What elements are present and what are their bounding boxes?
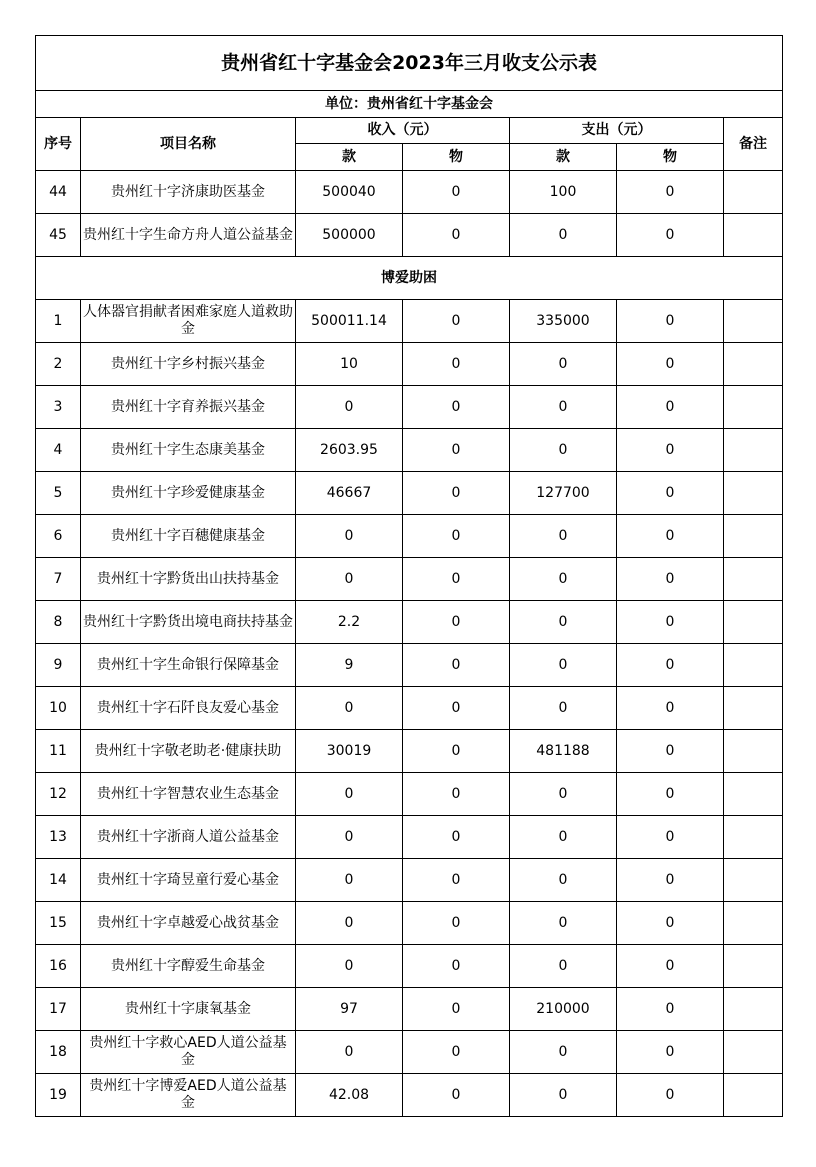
table-row (36, 558, 783, 601)
cell-name: 贵州红十字康氧基金 (81, 988, 296, 1031)
table-row (36, 429, 783, 472)
cell-remark (724, 515, 783, 558)
cell-income-cash: 0 (296, 687, 403, 730)
cell-expense-goods: 0 (617, 773, 724, 816)
cell-income-cash: 500011.14 (296, 300, 403, 343)
cell-remark (724, 601, 783, 644)
header-income-cash: 款 (296, 144, 403, 171)
table-row (36, 214, 783, 257)
cell-income-cash: 2.2 (296, 601, 403, 644)
cell-income-cash: 0 (296, 945, 403, 988)
header-expense-cash: 款 (510, 144, 617, 171)
cell-income-goods: 0 (403, 730, 510, 773)
cell-expense-cash: 0 (510, 816, 617, 859)
cell-expense-goods: 0 (617, 171, 724, 214)
cell-expense-cash: 0 (510, 687, 617, 730)
cell-remark (724, 343, 783, 386)
table-title: 贵州省红十字基金会2023年三月收支公示表 (36, 36, 783, 91)
cell-seq: 18 (36, 1031, 81, 1074)
cell-name: 贵州红十字醇爱生命基金 (81, 945, 296, 988)
header-expense-goods: 物 (617, 144, 724, 171)
cell-name: 贵州红十字黔货出山扶持基金 (81, 558, 296, 601)
cell-name: 贵州红十字救心AED人道公益基金 (81, 1031, 296, 1074)
cell-income-goods: 0 (403, 773, 510, 816)
cell-income-cash: 0 (296, 1031, 403, 1074)
cell-seq: 14 (36, 859, 81, 902)
cell-expense-goods: 0 (617, 429, 724, 472)
cell-expense-goods: 0 (617, 1031, 724, 1074)
cell-income-cash: 9 (296, 644, 403, 687)
cell-income-cash: 0 (296, 902, 403, 945)
unit-label: 单位：贵州省红十字基金会 (36, 91, 783, 118)
cell-seq: 5 (36, 472, 81, 515)
table-row (36, 515, 783, 558)
header-seq: 序号 (36, 118, 81, 171)
table-row (36, 171, 783, 214)
cell-income-goods: 0 (403, 472, 510, 515)
cell-expense-cash: 0 (510, 558, 617, 601)
cell-expense-cash: 0 (510, 601, 617, 644)
cell-expense-goods: 0 (617, 644, 724, 687)
cell-expense-cash: 0 (510, 1074, 617, 1117)
cell-remark (724, 300, 783, 343)
cell-seq: 7 (36, 558, 81, 601)
cell-seq: 45 (36, 214, 81, 257)
cell-expense-cash: 100 (510, 171, 617, 214)
cell-expense-goods: 0 (617, 214, 724, 257)
cell-name: 贵州红十字敬老助老·健康扶助 (81, 730, 296, 773)
cell-income-goods: 0 (403, 429, 510, 472)
cell-name: 贵州红十字百穗健康基金 (81, 515, 296, 558)
cell-seq: 10 (36, 687, 81, 730)
cell-remark (724, 1031, 783, 1074)
cell-name: 贵州红十字育养振兴基金 (81, 386, 296, 429)
cell-name: 贵州红十字石阡良友爱心基金 (81, 687, 296, 730)
table-row (36, 945, 783, 988)
cell-expense-cash: 210000 (510, 988, 617, 1031)
cell-expense-goods: 0 (617, 601, 724, 644)
cell-name: 贵州红十字黔货出境电商扶持基金 (81, 601, 296, 644)
cell-expense-goods: 0 (617, 515, 724, 558)
cell-income-cash: 0 (296, 515, 403, 558)
cell-name: 人体器官捐献者困难家庭人道救助金 (81, 300, 296, 343)
header-remark: 备注 (724, 118, 783, 171)
cell-income-goods: 0 (403, 902, 510, 945)
cell-income-goods: 0 (403, 859, 510, 902)
cell-remark (724, 859, 783, 902)
cell-expense-cash: 0 (510, 859, 617, 902)
cell-name: 贵州红十字生态康美基金 (81, 429, 296, 472)
table-row (36, 1031, 783, 1074)
cell-name: 贵州红十字琦昱童行爱心基金 (81, 859, 296, 902)
cell-name: 贵州红十字生命方舟人道公益基金 (81, 214, 296, 257)
cell-seq: 6 (36, 515, 81, 558)
cell-income-goods: 0 (403, 945, 510, 988)
cell-name: 贵州红十字博爱AED人道公益基金 (81, 1074, 296, 1117)
cell-name: 贵州红十字济康助医基金 (81, 171, 296, 214)
table-row (36, 988, 783, 1031)
cell-expense-cash: 127700 (510, 472, 617, 515)
cell-expense-cash: 0 (510, 902, 617, 945)
cell-expense-goods: 0 (617, 945, 724, 988)
table-row (36, 300, 783, 343)
cell-income-goods: 0 (403, 558, 510, 601)
cell-income-goods: 0 (403, 515, 510, 558)
cell-seq: 11 (36, 730, 81, 773)
cell-income-cash: 0 (296, 386, 403, 429)
cell-remark (724, 386, 783, 429)
cell-income-cash: 42.08 (296, 1074, 403, 1117)
cell-income-goods: 0 (403, 171, 510, 214)
cell-income-goods: 0 (403, 1074, 510, 1117)
cell-expense-goods: 0 (617, 386, 724, 429)
cell-seq: 44 (36, 171, 81, 214)
cell-seq: 19 (36, 1074, 81, 1117)
cell-expense-goods: 0 (617, 343, 724, 386)
cell-expense-cash: 481188 (510, 730, 617, 773)
section-title: 博爱助困 (36, 257, 783, 300)
cell-expense-goods: 0 (617, 816, 724, 859)
cell-name: 贵州红十字智慧农业生态基金 (81, 773, 296, 816)
cell-expense-goods: 0 (617, 730, 724, 773)
cell-remark (724, 988, 783, 1031)
cell-remark (724, 816, 783, 859)
cell-income-goods: 0 (403, 386, 510, 429)
cell-expense-cash: 0 (510, 343, 617, 386)
table-row (36, 386, 783, 429)
cell-income-goods: 0 (403, 601, 510, 644)
cell-remark (724, 558, 783, 601)
cell-income-cash: 10 (296, 343, 403, 386)
cell-remark (724, 429, 783, 472)
table-row (36, 859, 783, 902)
cell-expense-goods: 0 (617, 988, 724, 1031)
table-row (36, 343, 783, 386)
header-income-goods: 物 (403, 144, 510, 171)
cell-expense-cash: 0 (510, 386, 617, 429)
cell-income-cash: 500040 (296, 171, 403, 214)
cell-remark (724, 1074, 783, 1117)
cell-expense-cash: 0 (510, 214, 617, 257)
cell-remark (724, 730, 783, 773)
cell-income-goods: 0 (403, 644, 510, 687)
table-row (36, 816, 783, 859)
cell-income-cash: 0 (296, 773, 403, 816)
cell-income-cash: 0 (296, 816, 403, 859)
cell-expense-goods: 0 (617, 902, 724, 945)
table-row (36, 730, 783, 773)
cell-remark (724, 214, 783, 257)
cell-income-cash: 500000 (296, 214, 403, 257)
cell-income-cash: 0 (296, 558, 403, 601)
cell-seq: 2 (36, 343, 81, 386)
disclosure-table (35, 35, 783, 1117)
cell-remark (724, 773, 783, 816)
cell-income-goods: 0 (403, 343, 510, 386)
table-row (36, 472, 783, 515)
cell-expense-cash: 0 (510, 644, 617, 687)
header-expense: 支出（元） (510, 118, 724, 144)
table-row (36, 601, 783, 644)
table-row (36, 687, 783, 730)
cell-expense-cash: 0 (510, 773, 617, 816)
cell-remark (724, 644, 783, 687)
cell-name: 贵州红十字珍爱健康基金 (81, 472, 296, 515)
cell-income-cash: 0 (296, 859, 403, 902)
cell-remark (724, 171, 783, 214)
header-income: 收入（元） (296, 118, 510, 144)
cell-expense-goods: 0 (617, 472, 724, 515)
header-name: 项目名称 (81, 118, 296, 171)
cell-income-cash: 2603.95 (296, 429, 403, 472)
cell-expense-cash: 0 (510, 429, 617, 472)
cell-expense-goods: 0 (617, 1074, 724, 1117)
cell-expense-cash: 0 (510, 945, 617, 988)
cell-seq: 3 (36, 386, 81, 429)
cell-remark (724, 687, 783, 730)
cell-expense-goods: 0 (617, 558, 724, 601)
cell-income-goods: 0 (403, 214, 510, 257)
cell-income-goods: 0 (403, 988, 510, 1031)
cell-remark (724, 472, 783, 515)
cell-seq: 8 (36, 601, 81, 644)
cell-income-cash: 30019 (296, 730, 403, 773)
cell-income-goods: 0 (403, 687, 510, 730)
section-row (36, 257, 783, 300)
cell-seq: 4 (36, 429, 81, 472)
cell-income-cash: 97 (296, 988, 403, 1031)
table-row (36, 902, 783, 945)
cell-seq: 9 (36, 644, 81, 687)
cell-income-cash: 46667 (296, 472, 403, 515)
cell-expense-cash: 0 (510, 1031, 617, 1074)
cell-expense-cash: 335000 (510, 300, 617, 343)
cell-seq: 1 (36, 300, 81, 343)
cell-expense-cash: 0 (510, 515, 617, 558)
table-row (36, 773, 783, 816)
cell-income-goods: 0 (403, 1031, 510, 1074)
cell-name: 贵州红十字乡村振兴基金 (81, 343, 296, 386)
cell-seq: 16 (36, 945, 81, 988)
cell-seq: 15 (36, 902, 81, 945)
cell-seq: 13 (36, 816, 81, 859)
cell-name: 贵州红十字浙商人道公益基金 (81, 816, 296, 859)
cell-expense-goods: 0 (617, 859, 724, 902)
table-row (36, 644, 783, 687)
cell-seq: 17 (36, 988, 81, 1031)
cell-expense-goods: 0 (617, 687, 724, 730)
cell-remark (724, 902, 783, 945)
cell-remark (724, 945, 783, 988)
table-row (36, 1074, 783, 1117)
cell-income-goods: 0 (403, 300, 510, 343)
cell-name: 贵州红十字卓越爱心战贫基金 (81, 902, 296, 945)
cell-income-goods: 0 (403, 816, 510, 859)
cell-expense-goods: 0 (617, 300, 724, 343)
cell-seq: 12 (36, 773, 81, 816)
cell-name: 贵州红十字生命银行保障基金 (81, 644, 296, 687)
